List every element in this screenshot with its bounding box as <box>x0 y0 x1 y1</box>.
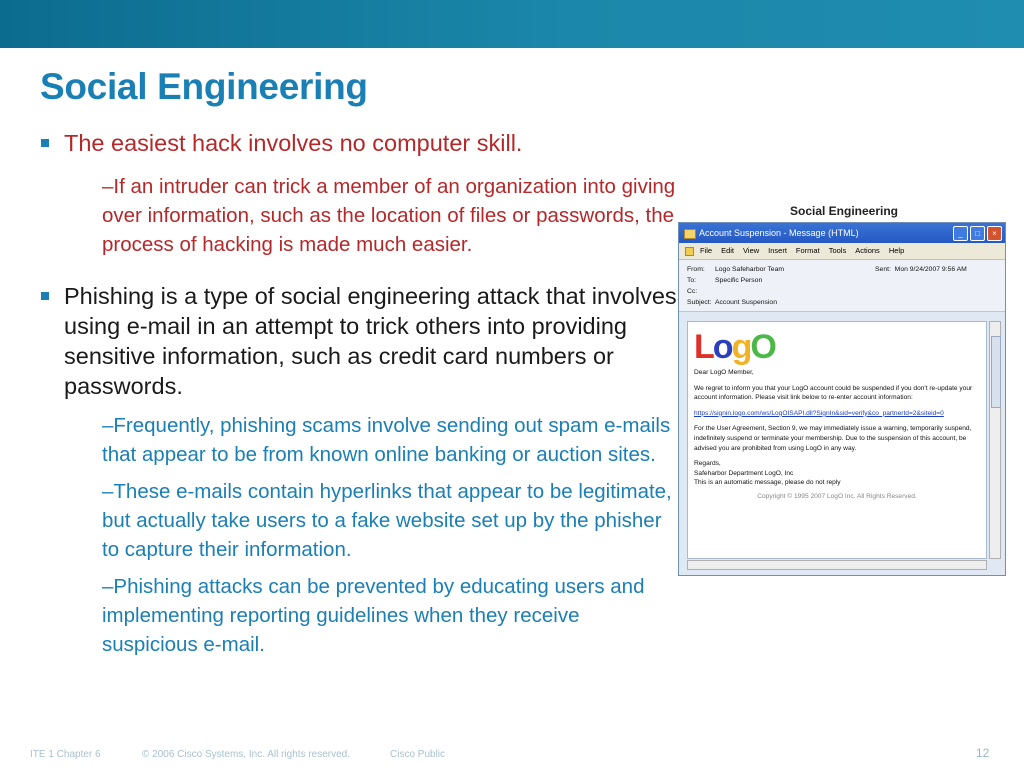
vertical-scrollbar[interactable] <box>989 321 1001 559</box>
menu-actions[interactable]: Actions <box>855 246 880 255</box>
email-paragraph-2: For the User Agreement, Section 9, we may immediately issue a warning, temporarily suspend, indefinitely suspend or terminate your membership. Due to the suspension of this account, be advised you are prohibited from using LogO in any way. <box>694 425 972 452</box>
menu-edit[interactable]: Edit <box>721 246 735 255</box>
footer-copyright: © 2006 Cisco Systems, Inc. All rights reserved. <box>142 749 351 760</box>
sub-bullet-2-3: –Phishing attacks can be prevented by educating users and implementing reporting guidelines when they receive suspicious e-mail. <box>102 575 645 656</box>
sent-label: Sent: <box>875 266 891 273</box>
brand-logo <box>694 328 980 366</box>
email-window <box>678 222 1006 576</box>
email-window-title: Account Suspension - Message (HTML) <box>699 228 859 238</box>
cc-label: Cc: <box>687 288 698 295</box>
maximize-icon[interactable]: □ <box>970 226 985 241</box>
bullet-1 <box>38 128 678 158</box>
envelope-icon <box>685 247 694 256</box>
email-window-titlebar <box>679 223 1005 243</box>
email-department: Safeharbor Department LogO, Inc <box>694 469 794 477</box>
email-header <box>679 260 1005 312</box>
logo-letter: g <box>731 328 751 366</box>
scrollbar-thumb[interactable] <box>991 336 1001 408</box>
menu-format[interactable]: Format <box>795 246 820 255</box>
menu-help[interactable]: Help <box>888 246 905 255</box>
logo-letter: o <box>712 328 732 366</box>
from-label: From: <box>687 266 705 273</box>
header-bar <box>0 0 1024 48</box>
square-bullet-icon <box>41 139 49 147</box>
menu-tools[interactable]: Tools <box>828 246 847 255</box>
envelope-icon <box>684 229 696 239</box>
email-automatic-note: This is an automatic message, please do not reply <box>694 479 841 487</box>
menu-file[interactable]: File <box>700 246 713 255</box>
sent-value: Mon 9/24/2007 9:56 AM <box>894 266 967 273</box>
horizontal-scrollbar[interactable] <box>687 560 987 570</box>
email-copyright: Copyright © 1995 2007 LogO Inc. All Rights Reserved. <box>757 492 917 500</box>
bullet-1-text: The easiest hack involves no computer skill. <box>64 130 523 156</box>
menu-insert[interactable]: Insert <box>768 246 787 255</box>
slide-title: Social Engineering <box>40 66 368 107</box>
minimize-icon[interactable]: _ <box>953 226 968 241</box>
page-number: 12 <box>976 746 990 760</box>
footer-chapter: ITE 1 Chapter 6 <box>30 749 101 760</box>
sub-bullet-2-1: –Frequently, phishing scams involve sending out spam e-mails that appear to be from known online banking or auction sites. <box>102 414 671 466</box>
to-label: To: <box>687 277 697 284</box>
sub-bullet-2-2: –These e-mails contain hyperlinks that appear to be legitimate, but actually take users to a fake website set up by the phisher to capture their information. <box>102 480 672 561</box>
email-greeting: Dear LogO Member, <box>694 369 754 376</box>
figure-caption: Social Engineering <box>789 204 899 218</box>
bullet-2-text: Phishing is a type of social engineering attack that involves using e-mail in an attempt to trick others into providing sensitive information, such as credit card numbers or passwords. <box>64 283 677 399</box>
from-value: Logo Safeharbor Team <box>715 266 785 273</box>
footer-classification: Cisco Public <box>390 749 446 760</box>
bullet-2 <box>38 281 678 401</box>
email-body <box>687 321 987 559</box>
subject-label: Subject: <box>687 299 712 306</box>
email-paragraph-1: We regret to inform you that your LogO account could be suspended if you don't re-update your account information. Please visit link below to re-enter account information: <box>694 384 973 402</box>
to-value: Specific Person <box>715 277 763 284</box>
close-icon[interactable]: × <box>987 226 1002 241</box>
sub-bullet-1-1: –If an intruder can trick a member of an organization into giving over information, such as the location of files or passwords, the process of hacking is made much easier. <box>102 175 676 256</box>
subject-value: Account Suspension <box>715 299 777 306</box>
logo-letter: L <box>694 328 713 366</box>
logo-letter: O <box>750 328 775 366</box>
email-regards: Regards, <box>694 460 721 468</box>
square-bullet-icon <box>41 292 49 300</box>
slide-content <box>38 128 678 659</box>
phishing-link[interactable]: https://signin.logo.com/ws/LogOISAPI.dll?SignIn&sid=verify&co_partnerId=2&siteid=0 <box>694 409 944 417</box>
menu-view[interactable]: View <box>743 246 760 255</box>
